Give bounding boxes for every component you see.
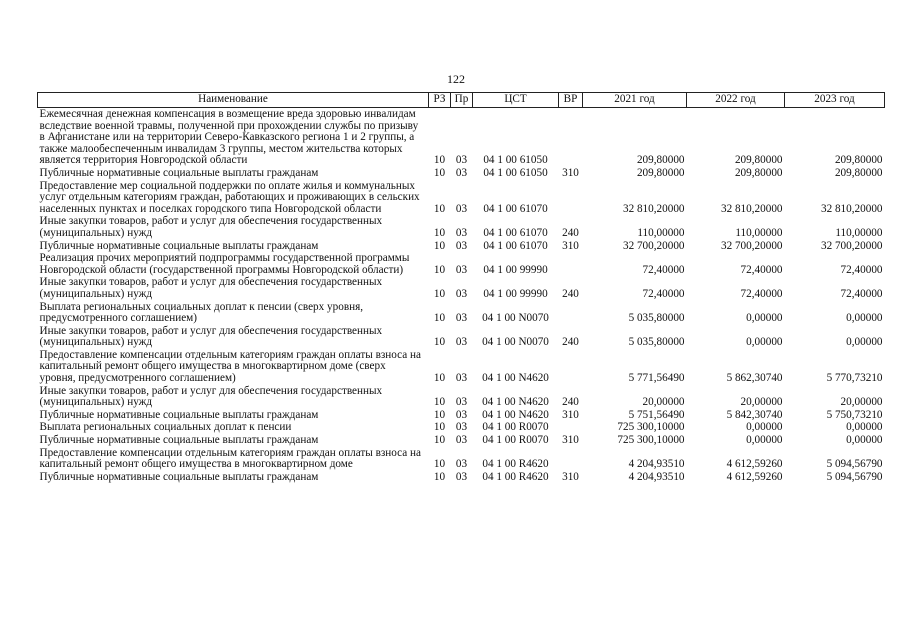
row-vr [559,349,583,385]
header-row [38,93,885,108]
row-2023: 5 770,73210 [826,372,883,385]
row-cst: 04 1 00 R0070 [482,421,549,434]
row-rz: 10 [433,470,446,483]
row-2021: 725 300,10000 [617,434,685,447]
row-cst: 04 1 00 R4620 [482,458,549,471]
row-vr: 310 [562,408,579,421]
row-2021: 32 700,20000 [622,239,685,252]
row-rz: 10 [433,396,446,409]
row-name: Публичные нормативные социальные выплаты гражданам [39,408,319,421]
row-2023: 209,80000 [834,166,883,179]
page-number: 122 [447,72,465,86]
row-rz: 10 [433,408,446,421]
table-row [38,180,885,216]
row-2022: 5 862,30740 [726,372,783,385]
row-vr [559,108,583,167]
row-2021: 5 035,80000 [628,336,685,349]
row-pr: 03 [455,458,468,471]
row-cst: 04 1 00 N4620 [482,372,549,385]
row-cst: 04 1 00 99990 [483,263,548,276]
row-pr: 03 [455,154,468,167]
row-name: Выплата региональных социальных доплат к пенсии [39,421,292,434]
table-row [38,421,885,434]
row-2023: 0,00000 [846,336,883,349]
row-2021: 72,40000 [642,263,685,276]
row-pr: 03 [455,408,468,421]
row-2021: 20,00000 [642,396,685,409]
row-2023: 0,00000 [846,434,883,447]
row-2022: 209,80000 [734,154,783,167]
row-pr: 03 [455,239,468,252]
row-rz: 10 [433,263,446,276]
table-row [38,325,885,349]
row-2022: 32 700,20000 [720,239,783,252]
row-vr [559,301,583,325]
row-name: Публичные нормативные социальные выплаты гражданам [39,166,319,179]
row-2023: 5 094,56790 [826,458,883,471]
row-2023: 110,00000 [835,226,883,239]
row-pr: 03 [455,470,468,483]
table-row [38,276,885,300]
row-pr: 03 [455,372,468,385]
table-row [38,385,885,409]
header-2021: 2021 год [583,93,687,108]
row-vr: 310 [562,470,579,483]
table-row [38,409,885,422]
row-2021: 5 035,80000 [628,312,685,325]
row-2023: 72,40000 [840,263,883,276]
row-2021: 4 204,93510 [628,458,685,471]
row-cst: 04 1 00 61070 [483,226,548,239]
header-pr: Пр [451,93,473,108]
row-name: Публичные нормативные социальные выплаты гражданам [39,470,319,483]
table-row [38,349,885,385]
row-rz: 10 [433,226,446,239]
row-pr: 03 [455,434,468,447]
row-rz: 10 [433,372,446,385]
row-2022: 72,40000 [740,263,783,276]
row-name: Ежемесячная денежная компенсация в возмещение вреда здоровью инвалидам вследствие военной травмы, полученной при прохождении службы по призыву в Афганистане или на территории Северо-Кавказского региона 1 и 2 группы, а также малообеспеченным инвалидам 3 группы, местом жительства которых является территория Новгородской области [39,108,419,167]
row-2022: 72,40000 [740,287,783,300]
row-rz: 10 [433,166,446,179]
row-2022: 0,00000 [746,336,783,349]
row-vr [559,421,583,434]
table-row [38,447,885,471]
row-2022: 20,00000 [740,396,783,409]
header-name: Наименование [38,93,429,108]
row-name: Выплата региональных социальных доплат к пенсии (сверх уровня, предусмотренного соглашением) [39,300,364,325]
row-rz: 10 [433,287,446,300]
row-name: Предоставление компенсации отдельным категориям граждан оплаты взноса на капитальный ремонт общего имущества в многоквартирном доме [39,446,421,471]
row-pr: 03 [455,202,468,215]
row-pr: 03 [455,287,468,300]
row-cst: 04 1 00 61070 [483,202,548,215]
row-2022: 4 612,59260 [726,458,783,471]
row-vr: 240 [562,287,579,300]
table-row [38,167,885,180]
row-2022: 209,80000 [734,166,783,179]
row-pr: 03 [455,421,468,434]
row-2022: 4 612,59260 [726,470,783,483]
table-row [38,471,885,484]
row-vr [559,180,583,216]
budget-table [37,92,885,483]
row-vr: 310 [562,166,579,179]
row-2021: 4 204,93510 [628,470,685,483]
row-2023: 5 750,73210 [826,408,883,421]
row-pr: 03 [455,226,468,239]
row-name: Предоставление мер социальной поддержки по оплате жилья и коммунальных услуг отдельным категориям граждан, работающих и проживающих в сельских населенных пунктах и поселках городского типа Новгородской области [39,179,420,215]
row-2022: 0,00000 [746,421,783,434]
row-2023: 32 810,20000 [820,202,883,215]
table-body [38,108,885,484]
row-rz: 10 [433,239,446,252]
row-rz: 10 [433,421,446,434]
table-row [38,215,885,239]
table-row [38,301,885,325]
row-2021: 5 751,56490 [628,408,685,421]
row-cst: 04 1 00 R4620 [482,470,549,483]
header-rz: РЗ [429,93,451,108]
row-cst: 04 1 00 99990 [483,287,548,300]
row-2023: 0,00000 [846,421,883,434]
row-rz: 10 [433,434,446,447]
row-2021: 209,80000 [636,166,685,179]
row-name: Иные закупки товаров, работ и услуг для обеспечения государственных (муниципальных) нужд [39,276,383,300]
row-name: Публичные нормативные социальные выплаты гражданам [39,239,319,252]
row-cst: 04 1 00 N4620 [482,396,549,409]
table-row [38,108,885,167]
row-2023: 72,40000 [840,287,883,300]
row-2021: 110,00000 [637,226,685,239]
row-name: Иные закупки товаров, работ и услуг для обеспечения государственных (муниципальных) нужд [39,384,383,409]
table-row [38,252,885,276]
row-rz: 10 [433,312,446,325]
row-vr: 310 [562,239,579,252]
row-rz: 10 [433,458,446,471]
row-rz: 10 [433,202,446,215]
header-2022: 2022 год [687,93,785,108]
header-2023: 2023 год [785,93,885,108]
table-row [38,240,885,253]
row-2021: 72,40000 [642,287,685,300]
table-row [38,434,885,447]
row-name: Иные закупки товаров, работ и услуг для обеспечения государственных (муниципальных) нужд [39,324,383,349]
header-cst: ЦСТ [473,93,559,108]
row-2022: 0,00000 [746,434,783,447]
row-cst: 04 1 00 61070 [483,239,548,252]
row-cst: 04 1 00 R0070 [482,434,549,447]
row-2021: 725 300,10000 [617,421,685,434]
row-pr: 03 [455,336,468,349]
row-cst: 04 1 00 61050 [483,154,548,167]
row-pr: 03 [455,312,468,325]
row-vr: 310 [562,434,579,447]
row-cst: 04 1 00 N4620 [482,408,549,421]
row-pr: 03 [455,396,468,409]
row-2023: 209,80000 [834,154,883,167]
row-vr: 240 [562,396,579,409]
row-2022: 0,00000 [746,312,783,325]
row-2021: 5 771,56490 [628,372,685,385]
row-2023: 0,00000 [846,312,883,325]
row-cst: 04 1 00 61050 [483,166,548,179]
row-vr [559,252,583,276]
row-pr: 03 [455,263,468,276]
row-2023: 20,00000 [840,396,883,409]
row-2021: 32 810,20000 [622,202,685,215]
row-pr: 03 [455,166,468,179]
row-rz: 10 [433,336,446,349]
row-rz: 10 [433,154,446,167]
row-vr [559,447,583,471]
row-2023: 5 094,56790 [826,470,883,483]
row-2022: 5 842,30740 [726,408,783,421]
row-cst: 04 1 00 N0070 [482,336,549,349]
row-name: Иные закупки товаров, работ и услуг для обеспечения государственных (муниципальных) нужд [39,215,383,239]
row-name: Реализация прочих мероприятий подпрограммы государственной программы Новгородской области (государственной программы Новгородской области) [39,252,410,276]
row-vr: 240 [562,226,579,239]
row-name: Предоставление компенсации отдельным категориям граждан оплаты взноса на капитальный ремонт общего имущества в многоквартирном доме (сверх уровня, предусмотренного соглашением) [39,348,421,385]
row-name: Публичные нормативные социальные выплаты гражданам [39,434,319,447]
row-2022: 110,00000 [735,226,783,239]
row-2021: 209,80000 [636,154,685,167]
header-vr: ВР [559,93,583,108]
row-2022: 32 810,20000 [720,202,783,215]
row-2023: 32 700,20000 [820,239,883,252]
row-vr: 240 [562,336,579,349]
row-cst: 04 1 00 N0070 [482,312,549,325]
